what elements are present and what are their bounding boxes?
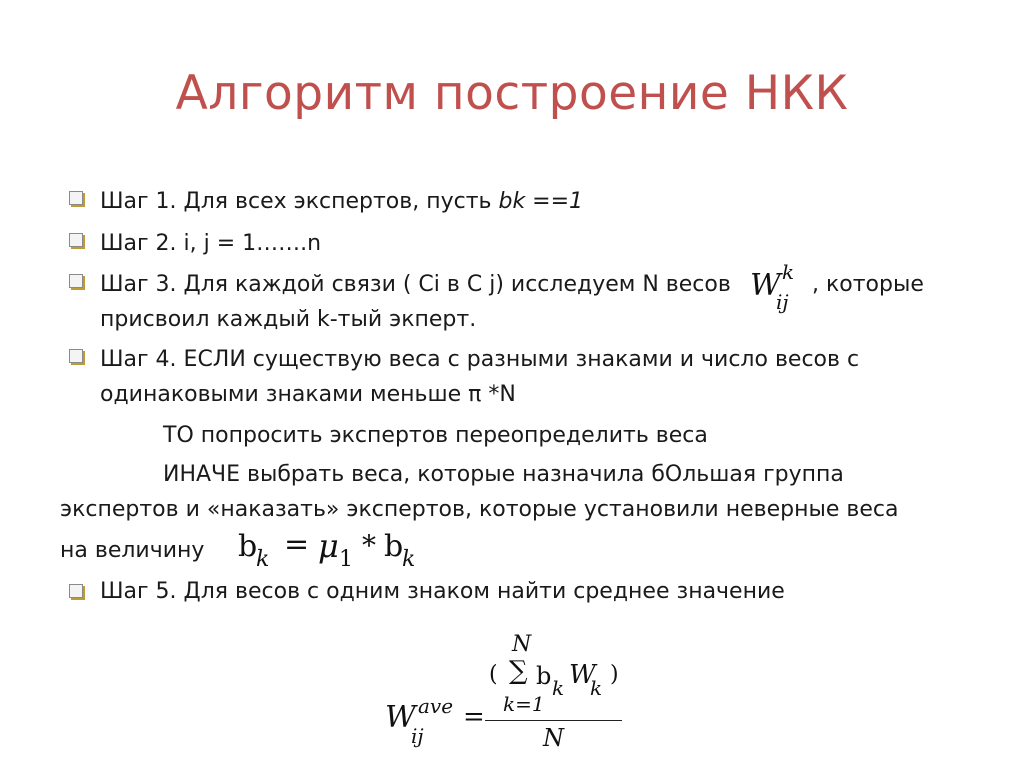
- step-2: Шаг 2. i, j = 1…….n: [100, 231, 322, 256]
- step-4-line-2: одинаковыми знаками меньше π *N: [100, 382, 516, 407]
- step-5: Шаг 5. Для весов с одним знаком найти среднее значение: [100, 579, 785, 604]
- step-4-line-1: Шаг 4. ЕСЛИ существую веса с разными знаками и число весов с: [100, 347, 860, 372]
- step-4-else-1: ИНАЧЕ выбрать веса, которые назначила бОльшая группа: [163, 462, 844, 487]
- step-4-else-3: на величину: [60, 538, 205, 563]
- step-3-line-1-end: , которые: [812, 272, 924, 297]
- step-1: [100, 188, 583, 216]
- bullet-icon: [69, 233, 83, 247]
- fraction-line: [485, 720, 622, 721]
- bullet-icon: [69, 191, 83, 205]
- average-formula: W ave ij = N ( ∑ b k W k ) k=1 N: [385, 632, 635, 752]
- weight-formula: W k ij: [750, 260, 795, 314]
- bullet-icon: [69, 584, 83, 598]
- penalty-formula: b k = μ 1 * b k: [238, 527, 416, 572]
- step-1-formula: bk ==1: [498, 189, 584, 214]
- bullet-icon: [69, 349, 83, 363]
- step-3-line-2: присвоил каждый k-тый экперт.: [100, 307, 477, 332]
- bullet-icon: [69, 274, 83, 288]
- step-4-then: ТО попросить экспертов переопределить веса: [163, 423, 708, 448]
- step-4-else-2: экспертов и «наказать» экспертов, которые установили неверные веса: [60, 497, 899, 522]
- step-3-line-1: Шаг 3. Для каждой связи ( Ci в C j) исследуем N весов: [100, 272, 731, 297]
- step-1-text: Шаг 1. Для всех экспертов, пусть: [100, 189, 499, 214]
- page-title: Алгоритм построение НКК: [175, 66, 849, 121]
